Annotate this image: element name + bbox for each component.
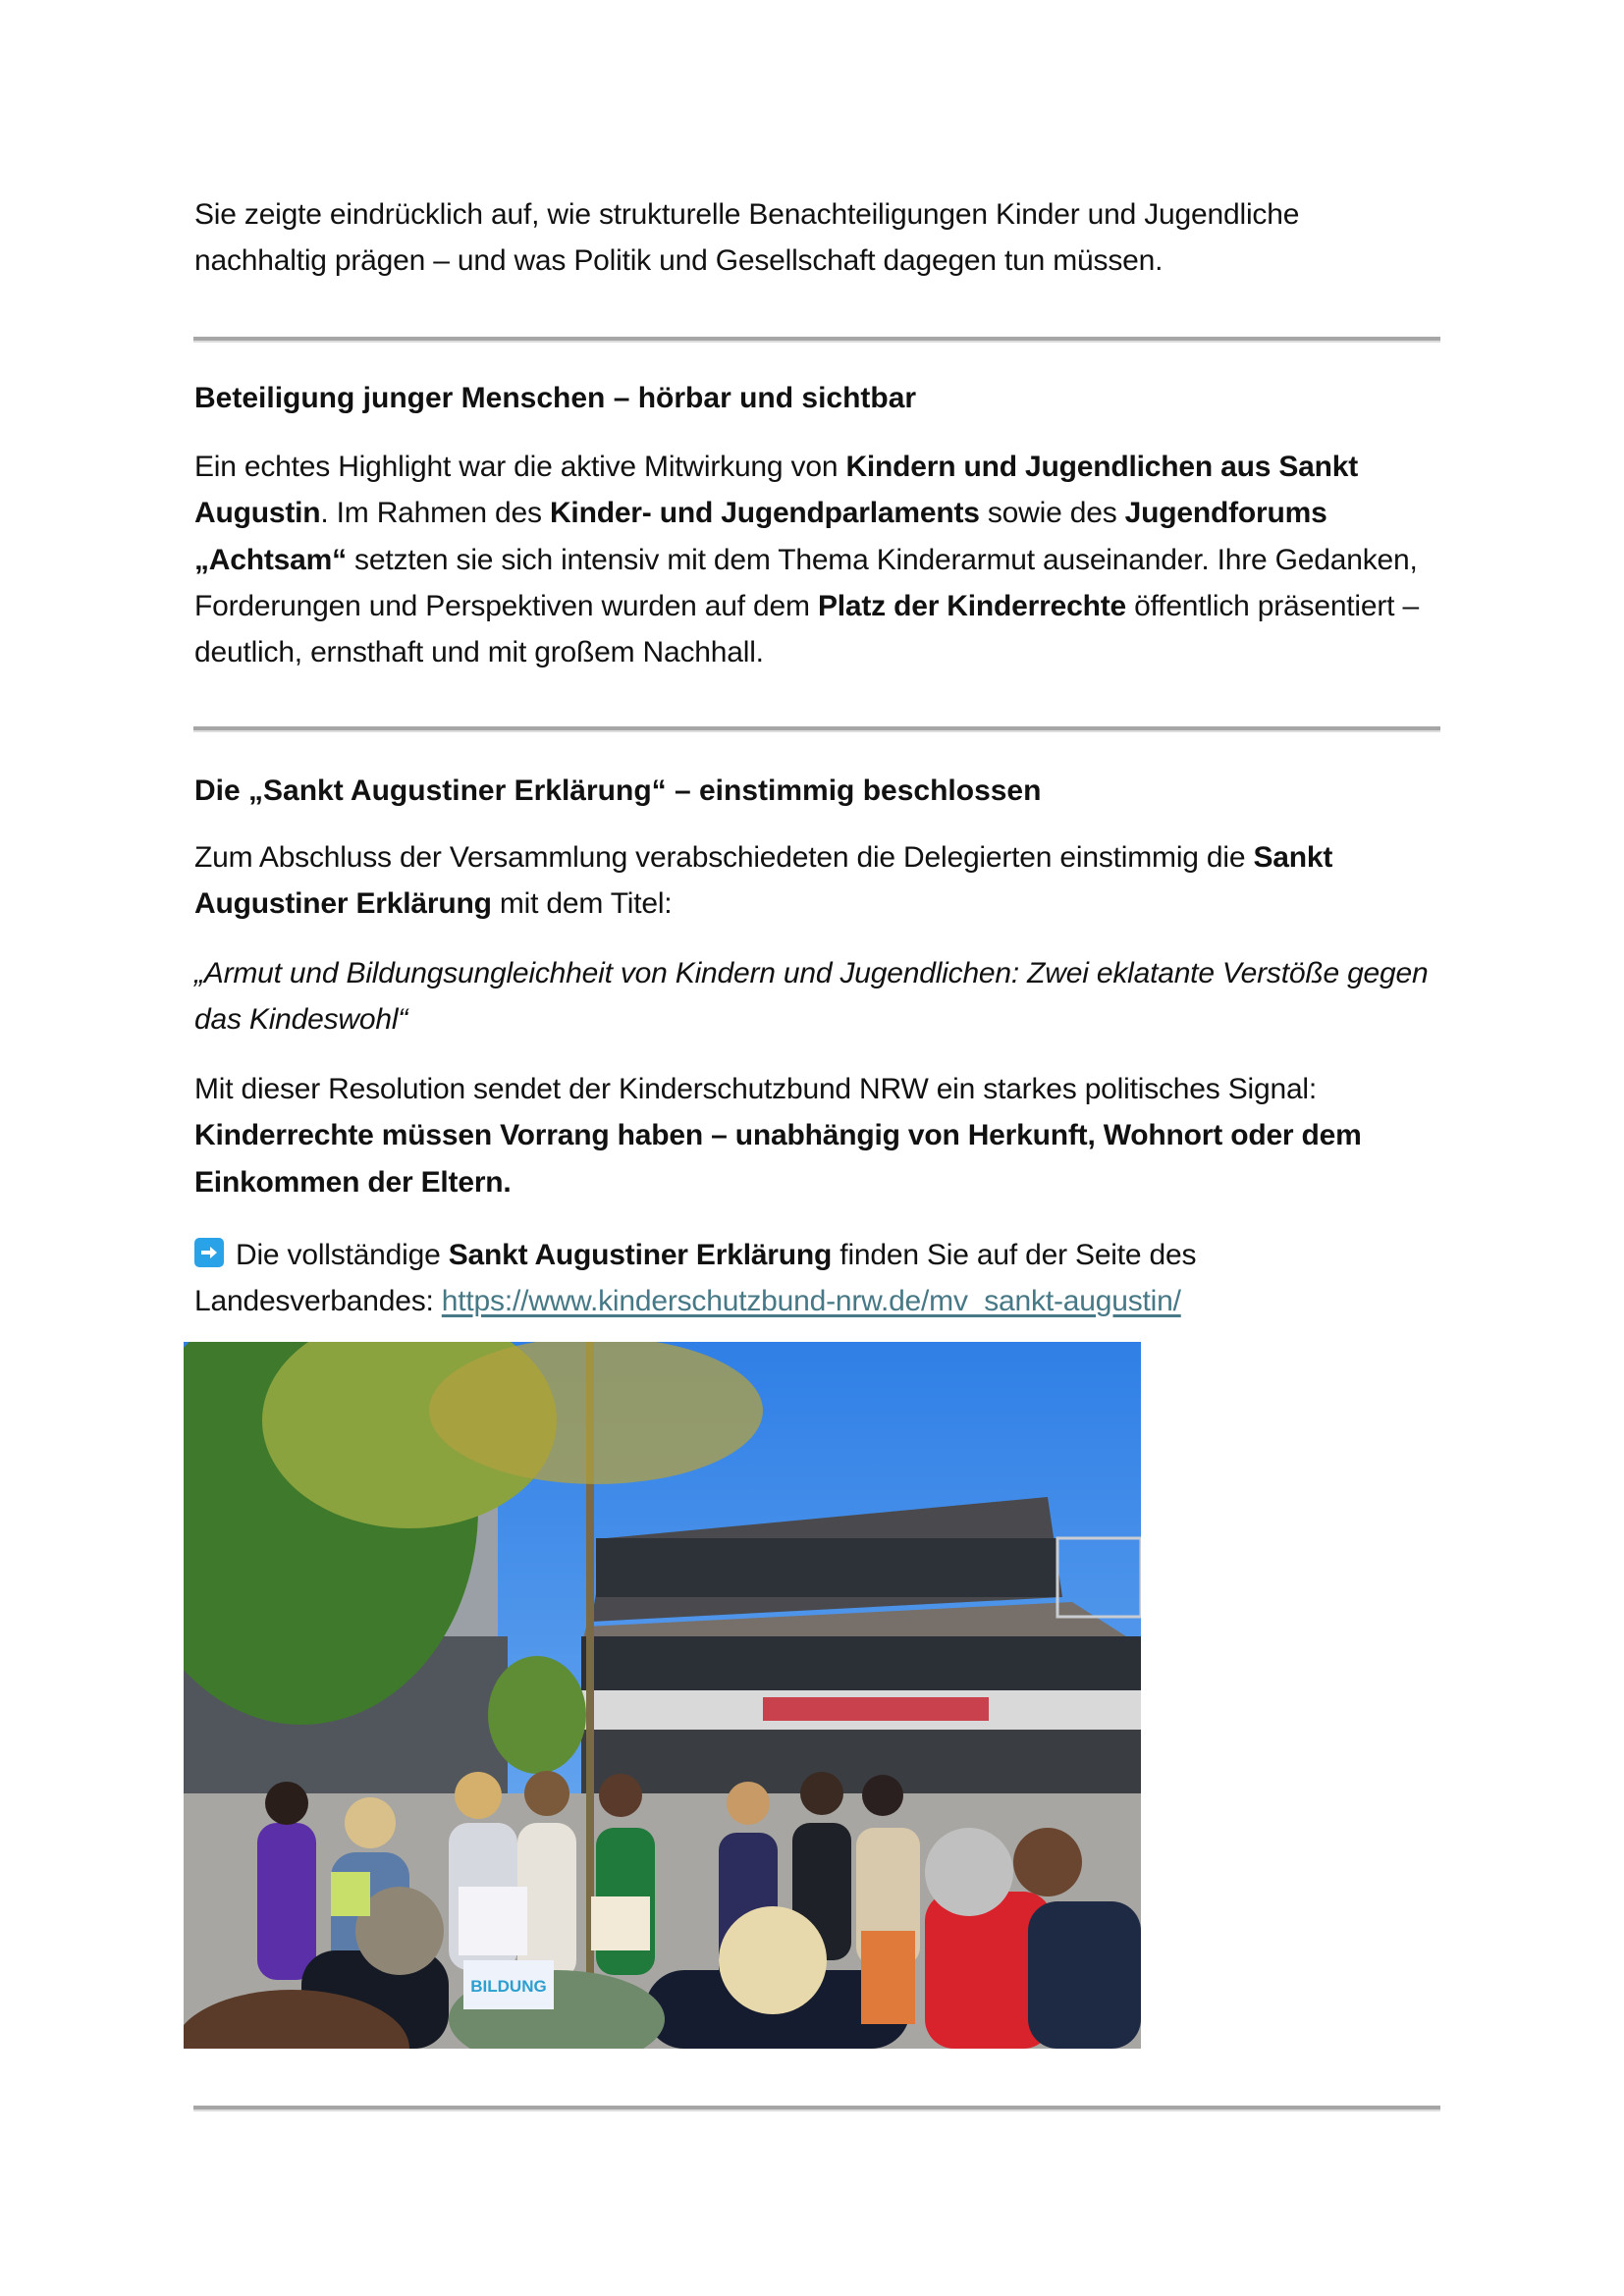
bold-run: Platz der Kinderrechte [817, 589, 1126, 622]
section-divider [193, 726, 1440, 732]
landesverband-link[interactable]: https://www.kinderschutzbund-nrw.de/mv_sankt-augustin/ [441, 1285, 1181, 1318]
participation-paragraph [194, 444, 1439, 675]
text-run: setzten sie sich intensiv mit dem Thema Kinderarmut auseinander. Ihre Gedanken, Forderungen und Perspektiven wurden auf dem [194, 543, 1418, 622]
declaration-title-quote: „Armut und Bildungsungleichheit von Kindern und Jugendlichen: Zwei eklatante Verstöße gegen das Kindeswohl“ [194, 957, 1429, 1037]
text-run: Zum Abschluss der Versammlung verabschiedeten die Delegierten einstimmig die [194, 841, 1254, 874]
poster-text: BILDUNG [470, 1977, 547, 1996]
bold-run: Kindern und Jugendlichen aus Sankt Augustin [194, 451, 1359, 530]
text-run: öffentlich präsentiert – deutlich, ernsthaft und mit großem Nachhall. [194, 589, 1419, 669]
declaration-paragraph [194, 834, 1439, 928]
text-run: sowie des [979, 497, 1125, 530]
text-run: finden Sie auf der Seite des Landesverbandes: [194, 1239, 1197, 1318]
text-run: Ein echtes Highlight war die aktive Mitwirkung von [194, 451, 846, 483]
event-photo [184, 1342, 1141, 2049]
link-paragraph [194, 1232, 1439, 1325]
text-run: mit dem Titel: [491, 887, 673, 921]
resolution-paragraph [194, 1066, 1439, 1205]
text-run: Mit dieser Resolution sendet der Kinderschutzbund NRW ein starkes politisches Signal: [194, 1073, 1318, 1105]
section-heading-declaration: Die „Sankt Augustiner Erklärung“ – einstimmig beschlossen [194, 774, 1042, 807]
text-run: Die vollständige [236, 1239, 449, 1271]
right-arrow-icon [194, 1238, 224, 1267]
text-run: . Im Rahmen des [320, 497, 550, 530]
intro-paragraph: Sie zeigte eindrücklich auf, wie strukturelle Benachteiligungen Kinder und Jugendliche nachhaltig prägen – und was Politik und Gesellschaft dagegen tun müssen. [194, 198, 1300, 278]
bold-run: Jugendforums „Achtsam“ [194, 497, 1327, 576]
bold-run: Kinder- und Jugendparlaments [549, 497, 980, 530]
poster [591, 1896, 650, 1950]
poster [459, 1887, 527, 1955]
section-divider [193, 2106, 1440, 2111]
poster [861, 1931, 915, 2024]
bold-run: Sankt Augustiner Erklärung [194, 841, 1333, 921]
photo-illustration [184, 1342, 1141, 2049]
bold-run: Sankt Augustiner Erklärung [448, 1239, 833, 1271]
poster [331, 1872, 370, 1916]
section-divider [193, 337, 1440, 343]
section-heading-participation: Beteiligung junger Menschen – hörbar und sichtbar [194, 382, 917, 414]
bold-run: Kinderrechte müssen Vorrang haben – unabhängig von Herkunft, Wohnort oder dem Einkommen der Eltern. [194, 1119, 1362, 1199]
